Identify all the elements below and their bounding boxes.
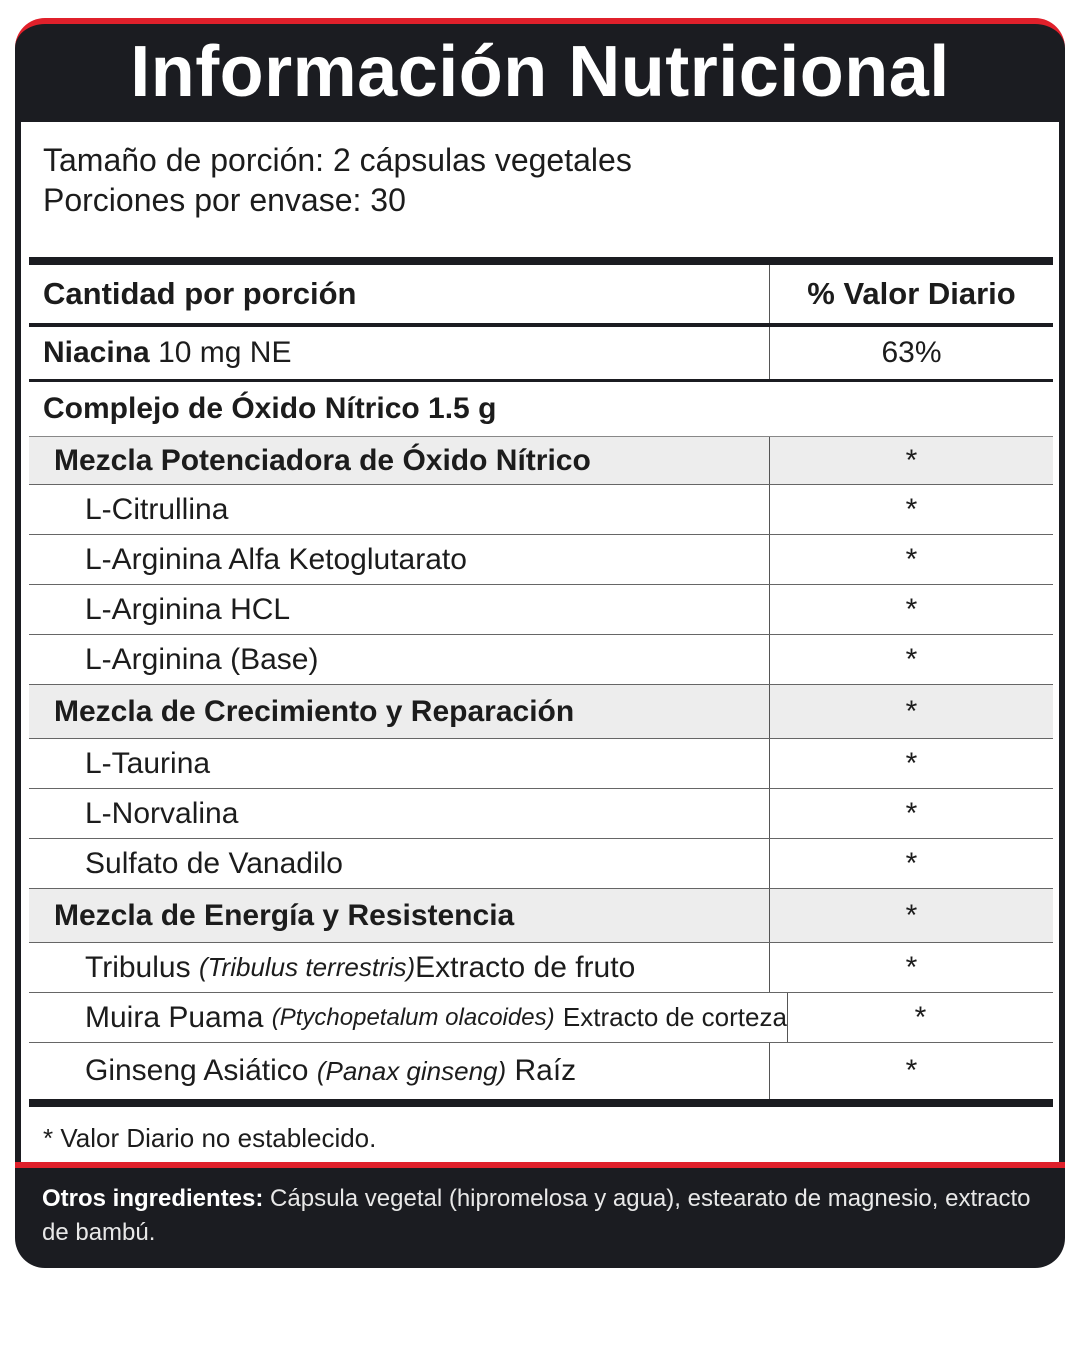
ingredient-name: Sulfato de Vanadilo: [85, 846, 343, 880]
nutrition-label: [15, 18, 1065, 1268]
ingredient-name: L-Citrullina: [85, 492, 229, 526]
ingredient-name-cell: [29, 993, 787, 1042]
serving-size: Tamaño de porción: 2 cápsulas vegetales: [43, 142, 632, 178]
blend-dv: *: [769, 437, 1053, 484]
bottom-divider: [29, 1099, 1053, 1107]
blend-name: Mezcla de Crecimiento y Reparación: [54, 694, 575, 728]
other-ingredients-text: Cápsula vegetal (hipromelosa y agua), estearato de magnesio, extracto de bambú.: [42, 1185, 1031, 1246]
ingredient-row: [29, 993, 1053, 1043]
header-daily-value: % Valor Diario: [769, 265, 1053, 323]
ingredient-suffix: Extracto de corteza: [562, 1002, 787, 1032]
ingredient-row: [29, 485, 1053, 535]
ingredient-row: [29, 739, 1053, 789]
complex-row: [29, 382, 1053, 437]
niacin-dv: 63%: [769, 327, 1053, 379]
ingredient-row: [29, 585, 1053, 635]
accent-bar: [15, 1162, 1065, 1168]
ingredient-row: [29, 1043, 1053, 1099]
other-ingredients-label: Otros ingredientes:: [42, 1185, 264, 1212]
ingredient-row: [29, 535, 1053, 585]
ingredient-name-cell: [29, 1043, 769, 1099]
servings-per-container: Porciones por envase: 30: [43, 182, 406, 218]
blend-name: Mezcla de Energía y Resistencia: [54, 898, 515, 932]
ingredient-name: L-Norvalina: [85, 796, 239, 830]
ingredient-dv: *: [769, 635, 1053, 684]
ingredient-dv: *: [769, 535, 1053, 584]
blend-dv: *: [769, 889, 1053, 942]
top-divider: [29, 257, 1053, 265]
blend-row: [29, 685, 1053, 739]
ingredient-name: L-Arginina HCL: [85, 592, 291, 626]
ingredient-row: [29, 839, 1053, 889]
ingredient-dv: *: [769, 943, 1053, 992]
ingredient-row: [29, 789, 1053, 839]
niacin-name: Niacina: [43, 336, 150, 369]
serving-info: [43, 140, 632, 220]
ingredient-suffix: Extracto de fruto: [415, 950, 636, 984]
ingredient-dv: *: [769, 839, 1053, 888]
other-ingredients: [42, 1182, 1032, 1250]
ingredient-name: L-Arginina (Base): [85, 642, 319, 676]
blend-row: [29, 889, 1053, 943]
table-header-row: [29, 265, 1053, 327]
ingredient-latin: (Ptychopetalum olacoides): [271, 1003, 555, 1031]
ingredient-row: [29, 635, 1053, 685]
ingredient-dv: *: [769, 485, 1053, 534]
ingredient-name: Muira Puama: [85, 1000, 264, 1034]
footnote: * Valor Diario no establecido.: [43, 1123, 377, 1153]
ingredient-row: [29, 943, 1053, 993]
nutrition-table-card: [21, 122, 1059, 1162]
ingredient-suffix: Raíz: [514, 1054, 577, 1087]
ingredient-latin: (Panax ginseng): [316, 1055, 507, 1086]
complex-name: Complejo de Óxido Nítrico 1.5 g: [43, 392, 497, 425]
ingredient-dv: *: [769, 789, 1053, 838]
ingredient-name-cell: [29, 943, 769, 992]
ingredient-name: L-Taurina: [85, 746, 211, 780]
ingredient-dv: *: [787, 993, 1053, 1042]
ingredient-dv: *: [769, 585, 1053, 634]
niacin-amount: 10 mg NE: [158, 336, 292, 369]
header-amount: Cantidad por porción: [43, 276, 357, 311]
ingredient-dv: *: [769, 739, 1053, 788]
blend-row: [29, 437, 1053, 485]
ingredient-latin: (Tribulus terrestris): [198, 952, 416, 982]
ingredient-name: Tribulus: [85, 950, 191, 984]
ingredient-name: Ginseng Asiático: [85, 1054, 309, 1087]
label-title: Información Nutricional: [130, 32, 950, 112]
niacin-row: [29, 327, 1053, 382]
ingredient-name: L-Arginina Alfa Ketoglutarato: [85, 542, 467, 576]
blend-dv: *: [769, 685, 1053, 738]
niacin-name-cell: [29, 327, 769, 379]
ingredient-dv: *: [769, 1043, 1053, 1099]
blend-name: Mezcla Potenciadora de Óxido Nítrico: [54, 443, 591, 477]
